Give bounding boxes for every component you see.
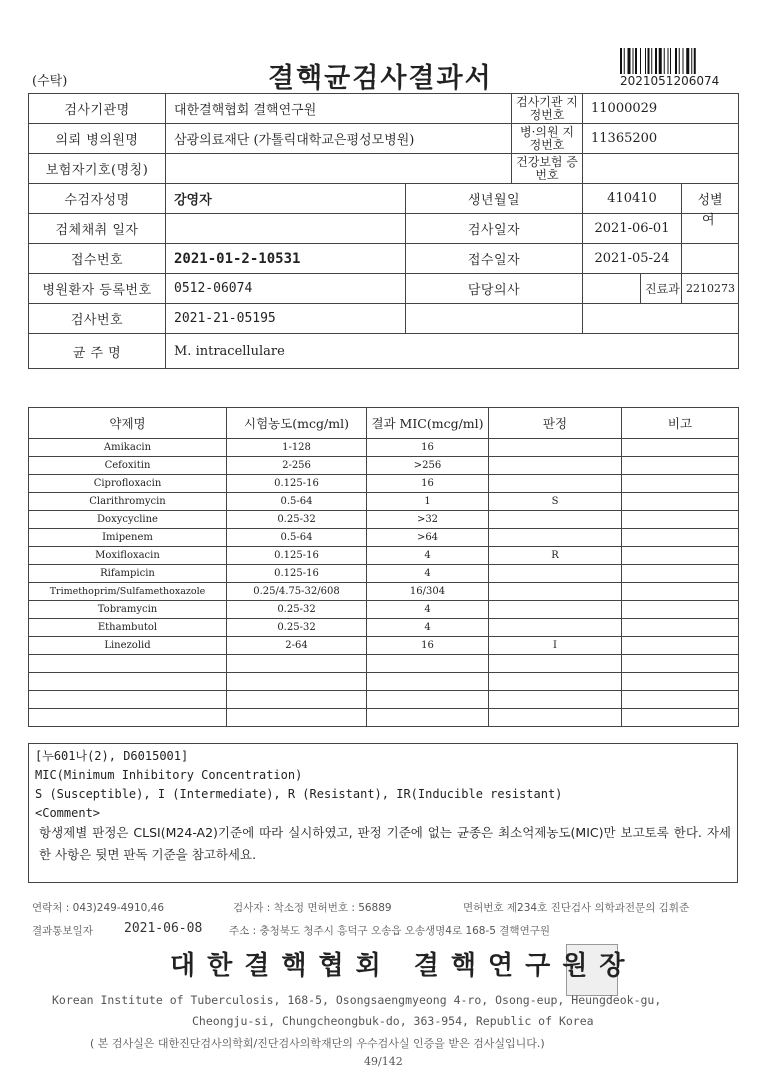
collect-date-value: [166, 214, 406, 244]
drug-name-cell: [29, 691, 227, 709]
drug-susceptibility-table: [28, 407, 739, 727]
department-label: 진료과: [641, 274, 682, 304]
note-cell: [622, 511, 739, 529]
lab-org-label: 검사기관명: [29, 94, 166, 124]
table-row: [29, 457, 739, 475]
drug-name-cell: Linezolid: [29, 637, 227, 655]
mic-cell: 16: [367, 475, 489, 493]
mic-cell: >32: [367, 511, 489, 529]
test-range-cell: 0.5-64: [227, 493, 367, 511]
drug-name-cell: [29, 709, 227, 727]
address-en-1: Korean Institute of Tuberculosis, 168-5, Osongsaengmyeong 4-ro, Osong-eup, Heungdeok-gu,: [52, 993, 662, 1007]
header-test-range: 시험농도(mcg/ml): [227, 408, 367, 439]
comment-text: 항생제별 판정은 CLSI(M24-A2)기준에 따라 실시하였고, 판정 기준에 없는 균종은 최소억제농도(MIC)만 보고토록 한다. 자세한 사항은 뒷면 판독 기준을 참고하세요.: [39, 825, 731, 862]
mic-cell: >64: [367, 529, 489, 547]
test-range-cell: 0.125-16: [227, 565, 367, 583]
address-en-2: Cheongju-si, Chungcheongbuk-do, 363-954, Republic of Korea: [192, 1014, 594, 1028]
mic-cell: >256: [367, 457, 489, 475]
test-range-cell: 0.25-32: [227, 511, 367, 529]
dob-label: 생년월일: [406, 184, 583, 214]
test-range-cell: 0.5-64: [227, 529, 367, 547]
request-type-label: (수탁): [32, 74, 68, 89]
drug-name-cell: Ciprofloxacin: [29, 475, 227, 493]
note-cell: [622, 583, 739, 601]
hospital-code-value: 11365200: [583, 124, 739, 154]
sex-value: 여: [702, 213, 715, 228]
insurance-id-label: 건강보험 증번호: [512, 154, 583, 184]
receipt-no-label: 접수번호: [29, 244, 166, 274]
comment-box: [28, 743, 738, 883]
doctor-value: [583, 274, 641, 304]
organism-value: M. intracellulare: [166, 334, 739, 369]
tester-line: 검사자 : 착소정 면허번호 : 56889: [233, 902, 392, 914]
interpretation-cell: [489, 673, 622, 691]
license-line: 면허번호 제234호 진단검사 의학과전문의 김휘준: [463, 902, 690, 914]
mic-cell: 1: [367, 493, 489, 511]
receipt-date-label: 접수일자: [406, 244, 583, 274]
empty-cell: [583, 304, 739, 334]
interpretation-cell: [489, 529, 622, 547]
interpretation-cell: [489, 691, 622, 709]
page-number: 49/142: [364, 1055, 403, 1068]
collect-date-label: 검체채취 일자: [29, 214, 166, 244]
mic-definition: MIC(Minimum Inhibitory Concentration): [35, 768, 303, 782]
header-note: 비고: [622, 408, 739, 439]
table-row: [29, 583, 739, 601]
interpretation-cell: [489, 601, 622, 619]
lab-org-value: 대한결핵협회 결핵연구원: [166, 94, 512, 124]
contact-line: 연락처 : 043)249-4910,46: [32, 902, 165, 914]
mic-cell: 16: [367, 637, 489, 655]
note-cell: [622, 601, 739, 619]
drug-name-cell: Moxifloxacin: [29, 547, 227, 565]
organization-name: 대한결핵협회 결핵연구원장: [170, 951, 637, 981]
interpretation-cell: I: [489, 637, 622, 655]
registration-no-value: 0512-06074: [166, 274, 406, 304]
address-kr: 주소 : 충청북도 청주시 흥덕구 오송읍 오송생명4로 168-5 결핵연구원: [229, 925, 551, 937]
test-no-value: 2021-21-05195: [166, 304, 406, 334]
info-table: [28, 93, 739, 369]
mic-cell: 4: [367, 565, 489, 583]
header-mic: 결과 MIC(mcg/ml): [367, 408, 489, 439]
table-row: [29, 619, 739, 637]
note-cell: [622, 709, 739, 727]
test-range-cell: 0.25-32: [227, 601, 367, 619]
mic-cell: 4: [367, 601, 489, 619]
barcode-number: 2021051206074: [620, 74, 720, 88]
registration-no-label: 병원환자 등록번호: [29, 274, 166, 304]
mic-cell: 16/304: [367, 583, 489, 601]
table-row: [29, 475, 739, 493]
test-range-cell: 2-256: [227, 457, 367, 475]
barcode-image: [620, 48, 730, 74]
test-range-cell: [227, 673, 367, 691]
table-row: [29, 691, 739, 709]
drug-name-cell: Cefoxitin: [29, 457, 227, 475]
note-cell: [622, 619, 739, 637]
sex-label: 성별: [697, 193, 723, 208]
document-title: 결핵균검사결과서: [268, 63, 493, 94]
table-row: [29, 601, 739, 619]
mic-cell: [367, 673, 489, 691]
drug-name-cell: Clarithromycin: [29, 493, 227, 511]
table-row: [29, 565, 739, 583]
hospital-code-label: 병·의원 지정번호: [512, 124, 583, 154]
mic-cell: [367, 655, 489, 673]
mic-cell: [367, 709, 489, 727]
requesting-hospital-label: 의뢰 병의원명: [29, 124, 166, 154]
note-cell: [622, 439, 739, 457]
comment-label: <Comment>: [35, 806, 101, 820]
test-range-cell: [227, 655, 367, 673]
department-value: 2210273: [682, 274, 739, 304]
test-no-label: 검사번호: [29, 304, 166, 334]
receipt-no-value: 2021-01-2-10531: [166, 244, 406, 274]
insurance-id-value: [583, 154, 739, 184]
note-cell: [622, 475, 739, 493]
table-row: [29, 493, 739, 511]
table-row: [29, 439, 739, 457]
receipt-date-value: 2021-05-24: [583, 244, 682, 274]
test-range-cell: 0.125-16: [227, 475, 367, 493]
lab-code-value: 11000029: [583, 94, 739, 124]
note-cell: [622, 529, 739, 547]
note-cell: [622, 565, 739, 583]
note-cell: [622, 547, 739, 565]
drug-name-cell: Rifampicin: [29, 565, 227, 583]
interpretation-cell: [489, 565, 622, 583]
interpretation-cell: [489, 709, 622, 727]
notice-date-label: 결과통보일자: [32, 925, 93, 937]
table-row: [29, 655, 739, 673]
empty-cell: [682, 244, 739, 274]
mic-cell: 16: [367, 439, 489, 457]
interpretation-cell: R: [489, 547, 622, 565]
drug-name-cell: Tobramycin: [29, 601, 227, 619]
interpretation-legend: S (Susceptible), I (Intermediate), R (Resistant), IR(Inducible resistant): [35, 787, 563, 801]
interpretation-cell: [489, 439, 622, 457]
drug-name-cell: Imipenem: [29, 529, 227, 547]
interpretation-cell: [489, 619, 622, 637]
test-range-cell: 1-128: [227, 439, 367, 457]
drug-name-cell: Amikacin: [29, 439, 227, 457]
code-line: [누601나(2), D6015001]: [35, 749, 189, 763]
lab-code-label: 검사기관 지정번호: [512, 94, 583, 124]
doctor-label: 담당의사: [406, 274, 583, 304]
test-date-value: 2021-06-01: [583, 214, 682, 244]
patient-name-label: 수검자성명: [29, 184, 166, 214]
insurer-value: [166, 154, 512, 184]
test-range-cell: 2-64: [227, 637, 367, 655]
note-cell: [622, 673, 739, 691]
organism-label: 균 주 명: [29, 334, 166, 369]
header-drug: 약제명: [29, 408, 227, 439]
certification-line: ( 본 검사실은 대한진단검사의학회/진단검사의학재단의 우수검사실 인증을 받은 검사실입니다.): [90, 1037, 545, 1050]
interpretation-cell: S: [489, 493, 622, 511]
table-row: [29, 637, 739, 655]
test-range-cell: 0.25-32: [227, 619, 367, 637]
test-date-label: 검사일자: [406, 214, 583, 244]
interpretation-cell: [489, 475, 622, 493]
interpretation-cell: [489, 457, 622, 475]
requesting-hospital-value: 삼광의료재단 (가톨릭대학교은평성모병원): [166, 124, 512, 154]
test-range-cell: 0.125-16: [227, 547, 367, 565]
drug-name-cell: [29, 673, 227, 691]
test-range-cell: [227, 691, 367, 709]
interpretation-cell: [489, 511, 622, 529]
mic-cell: [367, 691, 489, 709]
drug-name-cell: Trimethoprim/Sulfamethoxazole: [29, 583, 227, 601]
header-interpretation: 판정: [489, 408, 622, 439]
table-row: [29, 547, 739, 565]
note-cell: [622, 457, 739, 475]
patient-name-value: 강영자: [166, 184, 406, 214]
table-row: [29, 529, 739, 547]
table-row: [29, 673, 739, 691]
note-cell: [622, 655, 739, 673]
test-range-cell: [227, 709, 367, 727]
note-cell: [622, 637, 739, 655]
test-range-cell: 0.25/4.75-32/608: [227, 583, 367, 601]
interpretation-cell: [489, 583, 622, 601]
interpretation-cell: [489, 655, 622, 673]
drug-name-cell: [29, 655, 227, 673]
empty-cell: [406, 304, 583, 334]
note-cell: [622, 493, 739, 511]
dob-value: 410410: [583, 184, 682, 214]
insurer-label: 보험자기호(명칭): [29, 154, 166, 184]
table-row: [29, 511, 739, 529]
table-row: [29, 709, 739, 727]
drug-name-cell: Doxycycline: [29, 511, 227, 529]
note-cell: [622, 691, 739, 709]
notice-date: 2021-06-08: [124, 921, 203, 936]
mic-cell: 4: [367, 547, 489, 565]
mic-cell: 4: [367, 619, 489, 637]
drug-name-cell: Ethambutol: [29, 619, 227, 637]
